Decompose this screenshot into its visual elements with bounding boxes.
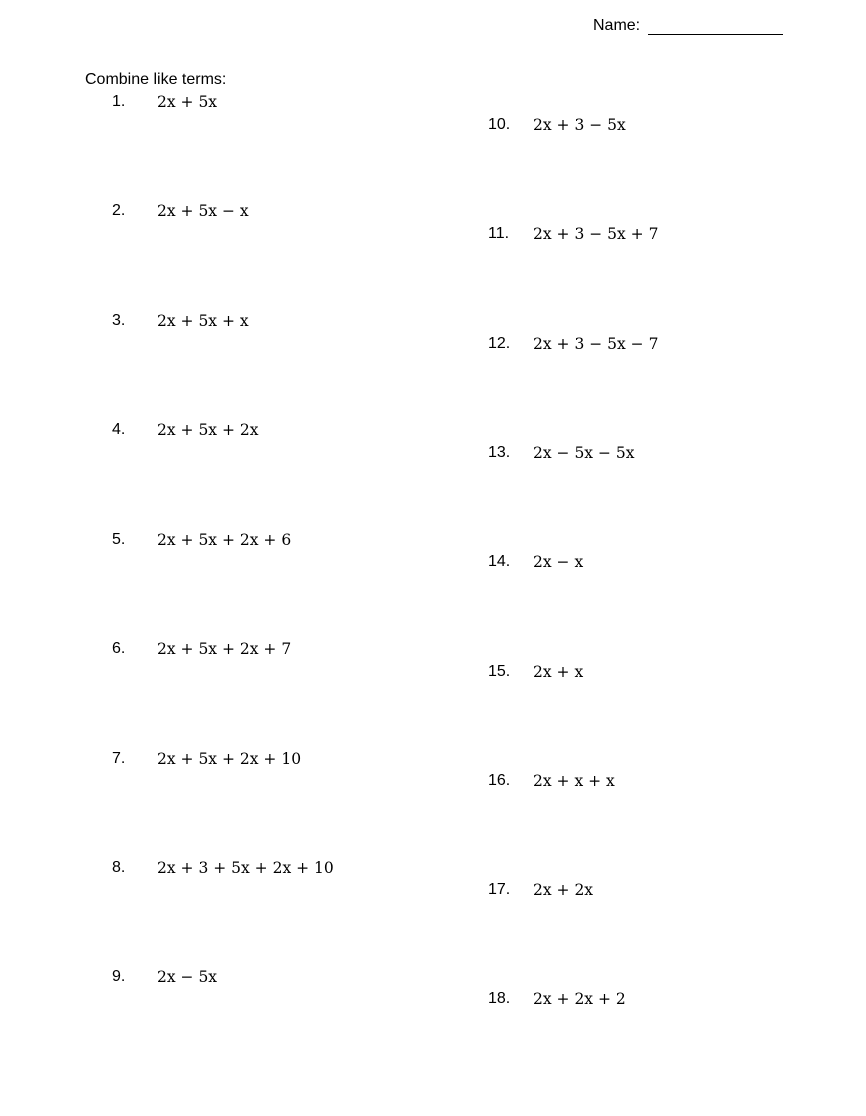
problem-number: 13. — [488, 444, 511, 461]
problem-expression: 2x + 3 + 5x + 2x + 10 — [157, 859, 334, 877]
problem-number: 5. — [112, 531, 126, 548]
problem-number: 12. — [488, 335, 511, 352]
problem-expression: 2x + 5x + 2x — [157, 421, 259, 439]
name-blank-line[interactable] — [648, 34, 783, 35]
problem-expression: 2x − x — [533, 553, 584, 571]
problem-expression: 2x + 3 − 5x + 7 — [533, 225, 659, 243]
problem-number: 14. — [488, 553, 511, 570]
problem-number: 4. — [112, 421, 126, 438]
problem-number: 6. — [112, 640, 126, 657]
problem-expression: 2x + 5x + x — [157, 312, 249, 330]
problem-number: 1. — [112, 93, 126, 110]
problem-expression: 2x + 2x — [533, 881, 594, 899]
problem-number: 3. — [112, 312, 126, 329]
problem-number: 17. — [488, 881, 511, 898]
problem-number: 8. — [112, 859, 126, 876]
problem-number: 7. — [112, 750, 126, 767]
problem-expression: 2x + x + x — [533, 772, 615, 790]
problem-expression: 2x + 5x − x — [157, 202, 249, 220]
problem-number: 18. — [488, 990, 511, 1007]
problem-number: 10. — [488, 116, 511, 133]
instructions-heading: Combine like terms: — [85, 71, 227, 88]
problem-number: 2. — [112, 202, 126, 219]
problem-expression: 2x + 2x + 2 — [533, 990, 626, 1008]
problem-expression: 2x + 5x + 2x + 10 — [157, 750, 302, 768]
problem-expression: 2x − 5x − 5x — [533, 444, 635, 462]
problem-expression: 2x − 5x — [157, 968, 218, 986]
problem-expression: 2x + x — [533, 663, 584, 681]
problem-number: 15. — [488, 663, 511, 680]
problem-number: 16. — [488, 772, 511, 789]
problem-expression: 2x + 5x + 2x + 7 — [157, 640, 292, 658]
name-label: Name: — [593, 17, 641, 34]
problem-number: 9. — [112, 968, 126, 985]
problem-expression: 2x + 5x + 2x + 6 — [157, 531, 292, 549]
problem-expression: 2x + 3 − 5x — [533, 116, 626, 134]
problem-number: 11. — [488, 225, 510, 242]
problem-expression: 2x + 3 − 5x − 7 — [533, 335, 659, 353]
problem-expression: 2x + 5x — [157, 93, 218, 111]
